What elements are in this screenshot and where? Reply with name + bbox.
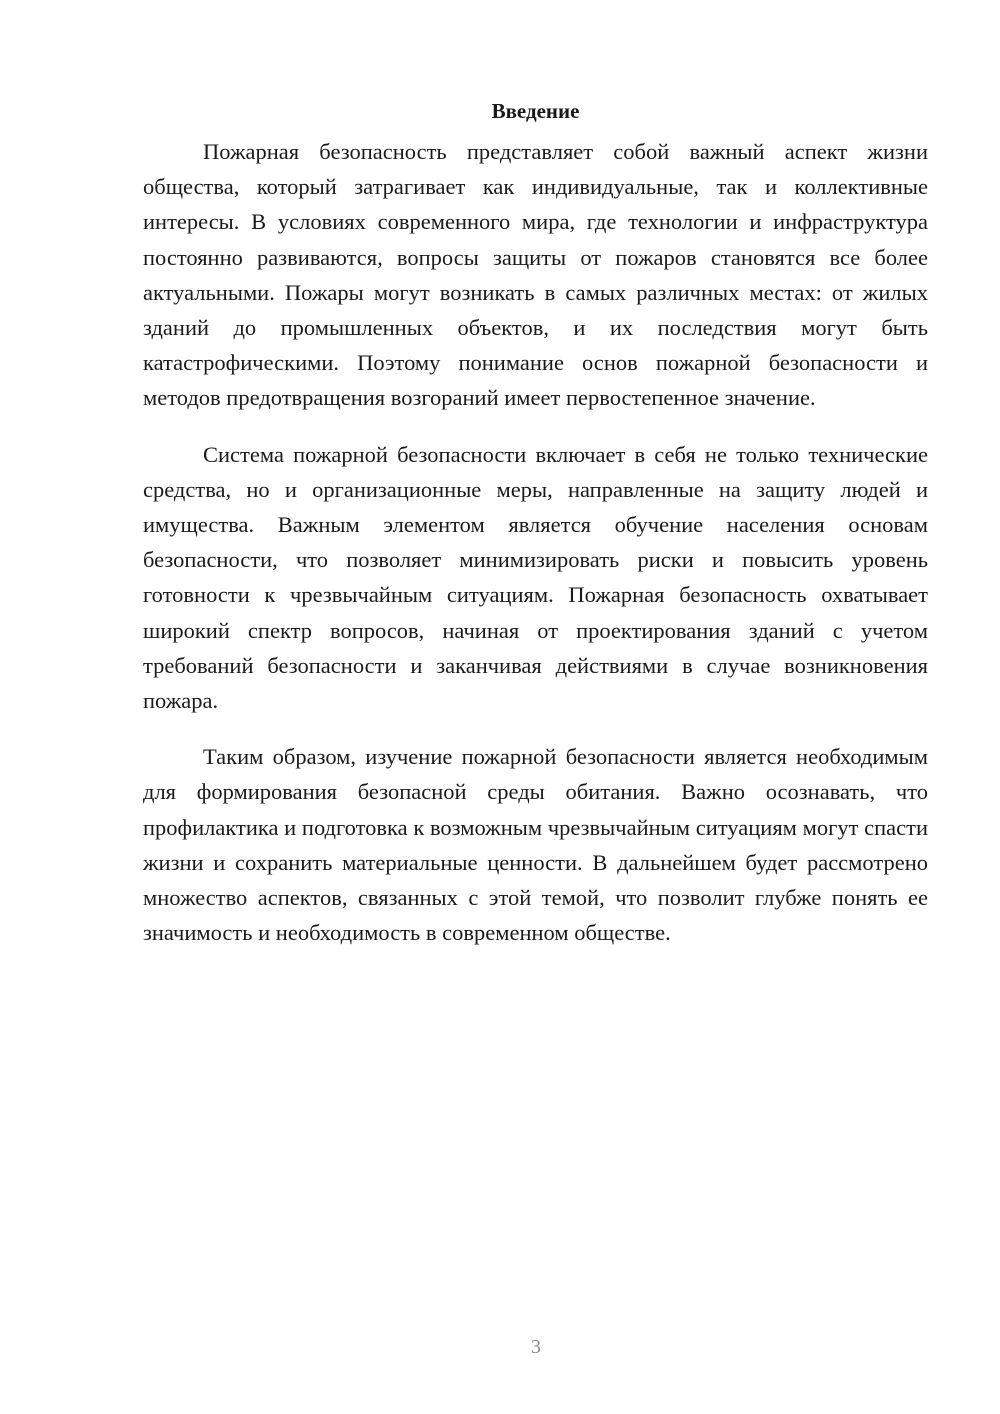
page-content xyxy=(143,96,928,971)
section-heading: Введение xyxy=(491,99,580,123)
paragraph-1: Пожарная безопасность представляет собой важный аспект жизни общества, который затрагивает как индивидуальные, так и коллективные интересы. В условиях современного мира, где технологии и инфраструктура постоянно развиваются, вопросы защиты от пожаров становятся все более актуальными. Пожары могут возникать в самых различных местах: от жилых зданий до промышленных объектов, и их последствия могут быть катастрофическими. Поэтому понимание основ пожарной безопасности и методов предотвращения возгораний имеет первостепенное значение. xyxy=(143,139,928,411)
page-number: 3 xyxy=(531,1336,541,1358)
paragraph-2: Система пожарной безопасности включает в себя не только технические средства, но и организационные меры, направленные на защиту людей и имущества. Важным элементом является обучение населения основам безопасности, что позволяет минимизировать риски и повысить уровень готовности к чрезвычайным ситуациям. Пожарная безопасность охватывает широкий спектр вопросов, начиная от проектирования зданий с учетом требований безопасности и заканчивая действиями в случае возникновения пожара. xyxy=(143,441,928,714)
paragraph-3: Таким образом, изучение пожарной безопасности является необходимым для формирования безопасной среды обитания. Важно осознавать, что профилактика и подготовка к возможным чрезвычайным ситуациям могут спасти жизни и сохранить материальные ценности. В дальнейшем будет рассмотрено множество аспектов, связанных с этой темой, что позволит глубже понять ее значимость и необходимость в современном обществе. xyxy=(143,744,928,946)
